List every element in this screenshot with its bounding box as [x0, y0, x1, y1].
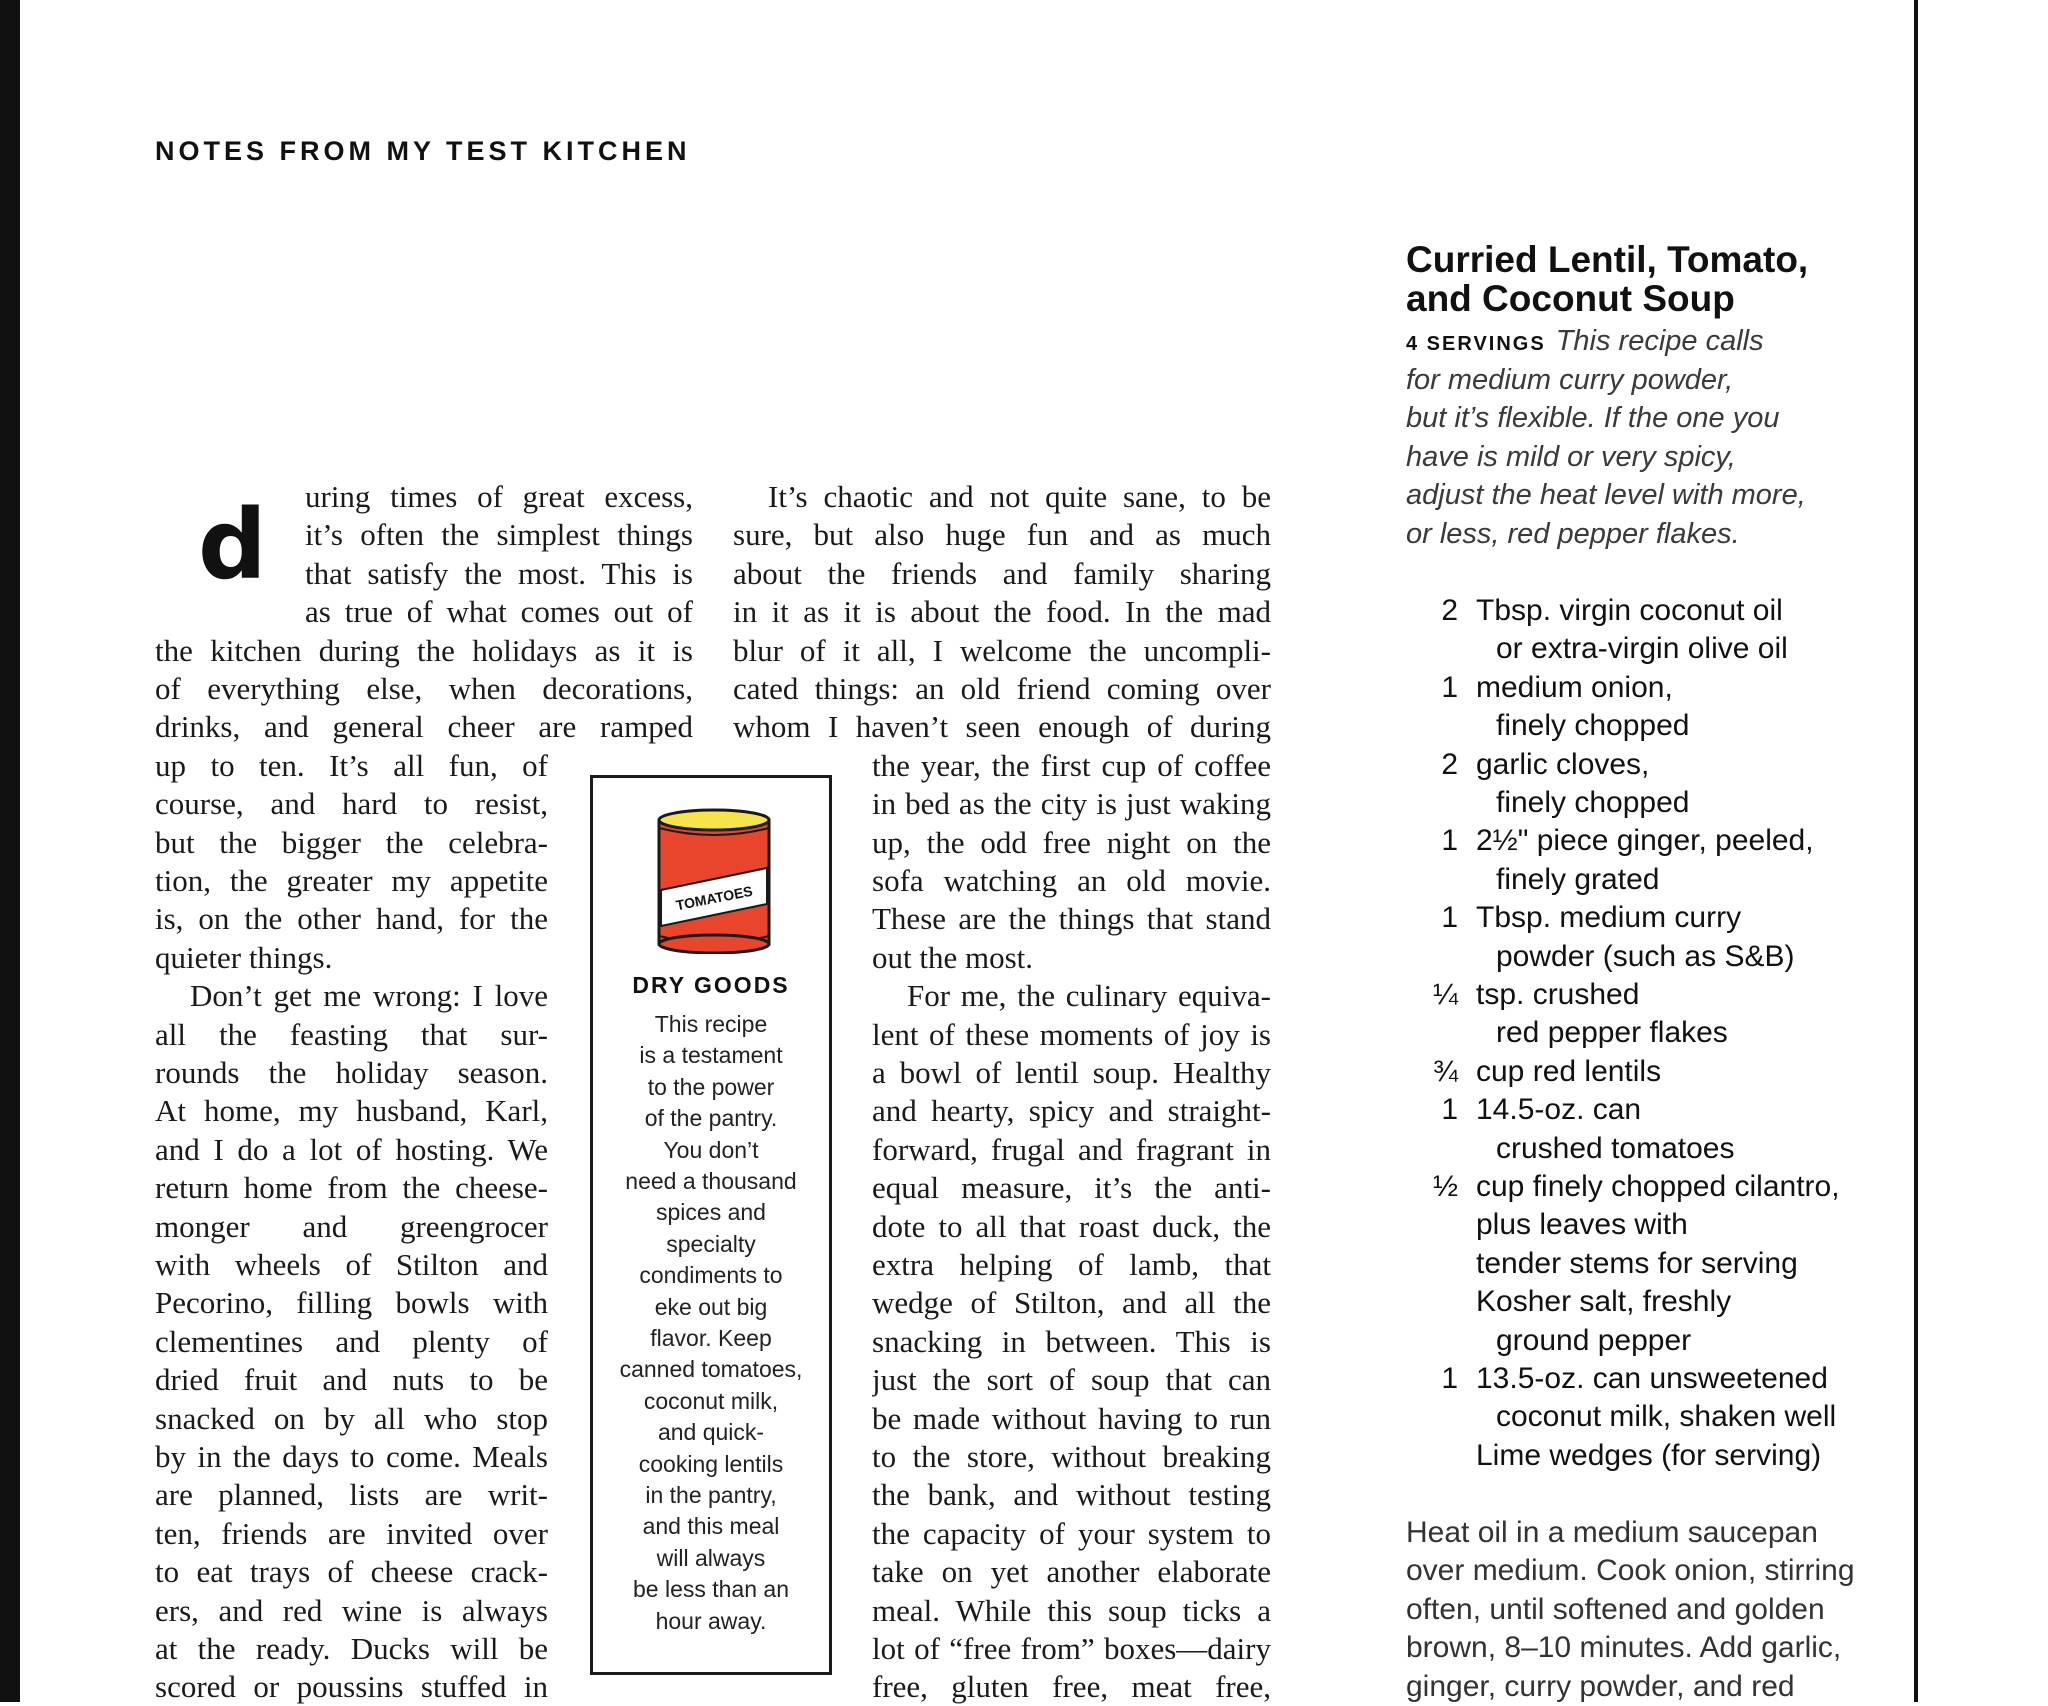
article-line: clementines and plenty of: [155, 1323, 548, 1359]
article-line: the year, the first cup of coffee: [872, 747, 1271, 783]
ingredient-quantity: 1: [1441, 1362, 1458, 1395]
sidebar-line: canned tomatoes,: [619, 1356, 803, 1383]
article-line: quieter things.: [155, 939, 333, 975]
ingredient-quantity: [1408, 1437, 1458, 1475]
article-line: is, on the other hand, for the: [155, 901, 548, 937]
article-line: For me, the culinary equiva-: [907, 978, 1271, 1014]
article-line: the capacity of your system to: [872, 1515, 1271, 1551]
article-line: all the feasting that sur-: [155, 1016, 548, 1052]
sidebar-line: and this meal: [642, 1513, 780, 1540]
article-line: the bank, and without testing: [872, 1477, 1271, 1513]
sidebar-line: This recipe: [654, 1011, 768, 1037]
sidebar-line: need a thousand: [625, 1168, 797, 1194]
ingredient-quantity: [1408, 1283, 1458, 1321]
direction-line: ginger, curry powder, and red: [1406, 1669, 1795, 1703]
article-line: to the store, without breaking: [872, 1439, 1271, 1474]
article-line: just the sort of soup that can: [872, 1362, 1271, 1398]
article-line: Don’t get me wrong: I love: [190, 978, 548, 1014]
article-line: by in the days to come. Meals: [155, 1439, 548, 1474]
article-line: the kitchen during the holidays as it is: [155, 632, 693, 668]
ingredient-line: Kosher salt, freshly: [1476, 1285, 1732, 1319]
sidebar-line: in the pantry,: [645, 1482, 777, 1508]
article-line: monger and greengrocer: [155, 1208, 548, 1244]
section-label: NOTES FROM MY TEST KITCHEN: [155, 136, 691, 166]
article-line: up to ten. It’s all fun, of: [155, 747, 548, 783]
article-line: At home, my husband, Karl,: [155, 1093, 548, 1129]
sidebar-line: to the power: [647, 1073, 775, 1100]
recipe-intro-line: for medium curry powder,: [1406, 363, 1734, 396]
article-line: with wheels of Stilton and: [155, 1247, 548, 1282]
article-line: at the ready. Ducks will be: [155, 1631, 548, 1666]
ingredient-line: Tbsp. virgin coconut oil: [1476, 594, 1783, 627]
direction-line: Heat oil in a medium saucepan: [1406, 1516, 1818, 1549]
ingredient-line: garlic cloves,: [1476, 747, 1650, 781]
recipe-intro-line: have is mild or very spicy,: [1406, 440, 1736, 473]
article-line: but the bigger the celebra-: [155, 824, 548, 860]
ingredient-line: tsp. crushed: [1476, 978, 1640, 1011]
ingredient-line: medium onion,: [1476, 670, 1673, 704]
sidebar-line: will always: [656, 1544, 766, 1571]
recipe-intro-line: or less, red pepper flakes.: [1406, 517, 1740, 550]
article-line: and hearty, spicy and straight-: [872, 1093, 1271, 1129]
ingredient-line: finely chopped: [1496, 786, 1690, 819]
sidebar-title: DRY GOODS: [632, 972, 790, 998]
article-line: free, gluten free, meat free,: [872, 1669, 1271, 1705]
article-line: be made without having to run: [872, 1400, 1271, 1436]
ingredient-line: 13.5-oz. can unsweetened: [1476, 1362, 1828, 1395]
article-line: cated things: an old friend coming over: [733, 671, 1271, 706]
sidebar-line: flavor. Keep: [650, 1325, 772, 1351]
ingredient-quantity: 1: [1441, 670, 1458, 704]
article-line: lot of “free from” boxes—dairy: [872, 1631, 1271, 1666]
sidebar-line: and quick-: [657, 1419, 765, 1446]
article-line: scored or poussins stuffed in: [155, 1669, 548, 1705]
can-label: TOMATOES: [674, 882, 754, 914]
sidebar-line: be less than an: [632, 1576, 789, 1603]
article-line: whom I haven’t seen enough of during: [733, 709, 1271, 745]
sidebar-line: cooking lentils: [638, 1450, 784, 1477]
ingredient-line: crushed tomatoes: [1496, 1131, 1735, 1165]
article-line: about the friends and family sharing: [733, 555, 1271, 591]
article-line: of everything else, when decorations,: [155, 671, 693, 706]
page-edge-left: [0, 0, 20, 1702]
article-line: wedge of Stilton, and all the: [872, 1285, 1271, 1321]
article-line: return home from the cheese-: [155, 1170, 548, 1206]
article-line: in bed as the city is just waking: [872, 786, 1271, 822]
article-line: snacked on by all who stop: [155, 1400, 548, 1436]
article-line: course, and hard to resist,: [155, 786, 548, 822]
article-line: snacking in between. This is: [872, 1323, 1271, 1359]
article-line: extra helping of lamb, that: [872, 1247, 1271, 1282]
article-line: a bowl of lentil soup. Healthy: [872, 1055, 1271, 1090]
ingredient-line: red pepper flakes: [1496, 1016, 1728, 1050]
article-line: Pecorino, filling bowls with: [155, 1285, 548, 1321]
article-line: tion, the greater my appetite: [155, 863, 548, 898]
tomato-can-illustration: [655, 808, 773, 954]
article-line: ers, and red wine is always: [155, 1592, 548, 1628]
recipe-title-line-2: and Coconut Soup: [1406, 278, 1735, 319]
ingredient-line: tender stems for serving: [1476, 1246, 1798, 1280]
article-line: dried fruit and nuts to be: [155, 1362, 548, 1398]
ingredient-line: 14.5-oz. can: [1476, 1093, 1642, 1127]
sidebar-line: coconut milk,: [643, 1387, 779, 1414]
ingredient-quantity: 2: [1441, 747, 1458, 781]
ingredient-quantity: ¼: [1432, 978, 1458, 1011]
article-line: rounds the holiday season.: [155, 1055, 548, 1090]
article-line: in it as it is about the food. In the mad: [733, 594, 1271, 630]
direction-line: brown, 8–10 minutes. Add garlic,: [1406, 1631, 1842, 1665]
recipe-title-line-1: Curried Lentil, Tomato,: [1406, 239, 1809, 280]
article-line: uring times of great excess,: [305, 479, 693, 514]
article-line: It’s chaotic and not quite sane, to be: [768, 479, 1271, 514]
recipe-intro-line: adjust the heat level with more,: [1406, 479, 1806, 511]
ingredient-quantity: 1: [1441, 824, 1458, 858]
ingredient-line: Tbsp. medium curry: [1476, 901, 1742, 935]
recipe-intro-first: This recipe calls: [1555, 325, 1764, 357]
ingredient-line: 2½" piece ginger, peeled,: [1476, 824, 1814, 858]
article-line: that satisfy the most. This is: [305, 555, 693, 591]
ingredient-quantity: ¾: [1432, 1054, 1458, 1088]
recipe-intro-line: but it’s flexible. If the one you: [1406, 402, 1780, 434]
ingredient-line: powder (such as S&B): [1496, 939, 1795, 973]
sidebar-line: is a testament: [639, 1042, 783, 1069]
ingredient-line: finely grated: [1496, 862, 1660, 896]
sidebar-line: of the pantry.: [644, 1105, 778, 1132]
article-line: lent of these moments of joy is: [872, 1016, 1271, 1052]
recipe-servings-line: [1406, 322, 1764, 360]
article-line: are planned, lists are writ-: [155, 1477, 548, 1513]
page-edge-right: [1914, 0, 1918, 1702]
recipe-title: [1406, 240, 1886, 318]
ingredient-quantity: ½: [1432, 1170, 1458, 1203]
sidebar-line: eke out big: [654, 1293, 768, 1320]
ingredient-line: or extra-virgin olive oil: [1496, 632, 1788, 666]
article-line: out the most.: [872, 939, 1034, 975]
article-line: sure, but also huge fun and as much: [733, 517, 1271, 553]
article-line: ten, friends are invited over: [155, 1515, 548, 1551]
sidebar-line: hour away.: [655, 1607, 767, 1634]
article-line: meal. While this soup ticks a: [872, 1592, 1271, 1628]
ingredient-line: Lime wedges (for serving): [1476, 1438, 1822, 1472]
servings-badge: 4 SERVINGS: [1406, 333, 1546, 355]
ingredient-quantity: 1: [1441, 901, 1458, 935]
sidebar-line: condiments to: [639, 1262, 783, 1289]
article-line: equal measure, it’s the anti-: [872, 1170, 1271, 1206]
ingredient-line: cup finely chopped cilantro,: [1476, 1170, 1840, 1203]
ingredient-line: coconut milk, shaken well: [1496, 1400, 1837, 1434]
article-line: blur of it all, I welcome the uncompli-: [733, 632, 1271, 668]
article-line: dote to all that roast duck, the: [872, 1208, 1271, 1244]
sidebar-line: spices and: [656, 1199, 766, 1226]
sidebar-line: You don’t: [663, 1136, 759, 1163]
ingredient-line: ground pepper: [1496, 1323, 1692, 1357]
article-line: take on yet another elaborate: [872, 1554, 1271, 1590]
ingredient-line: finely chopped: [1496, 709, 1690, 743]
ingredient-quantity: 1: [1441, 1093, 1458, 1127]
article-line: and I do a lot of hosting. We: [155, 1131, 548, 1167]
article-line: These are the things that stand: [872, 901, 1271, 937]
article-line: drinks, and general cheer are ramped: [155, 709, 693, 745]
article-line: it’s often the simplest things: [305, 517, 693, 553]
ingredient-line: plus leaves with: [1476, 1208, 1688, 1242]
drop-cap: d: [198, 489, 267, 601]
ingredient-quantity: 2: [1441, 594, 1458, 627]
article-line: up, the odd free night on the: [872, 824, 1271, 860]
article-line: as true of what comes out of: [305, 594, 693, 630]
article-line: sofa watching an old movie.: [872, 863, 1271, 898]
article-line: forward, frugal and fragrant in: [872, 1131, 1271, 1167]
article-line: to eat trays of cheese crack-: [155, 1554, 548, 1590]
direction-line: often, until softened and golden: [1406, 1592, 1825, 1626]
sidebar-line: specialty: [666, 1230, 756, 1257]
direction-line: over medium. Cook onion, stirring: [1406, 1554, 1855, 1588]
ingredient-line: cup red lentils: [1476, 1054, 1662, 1088]
